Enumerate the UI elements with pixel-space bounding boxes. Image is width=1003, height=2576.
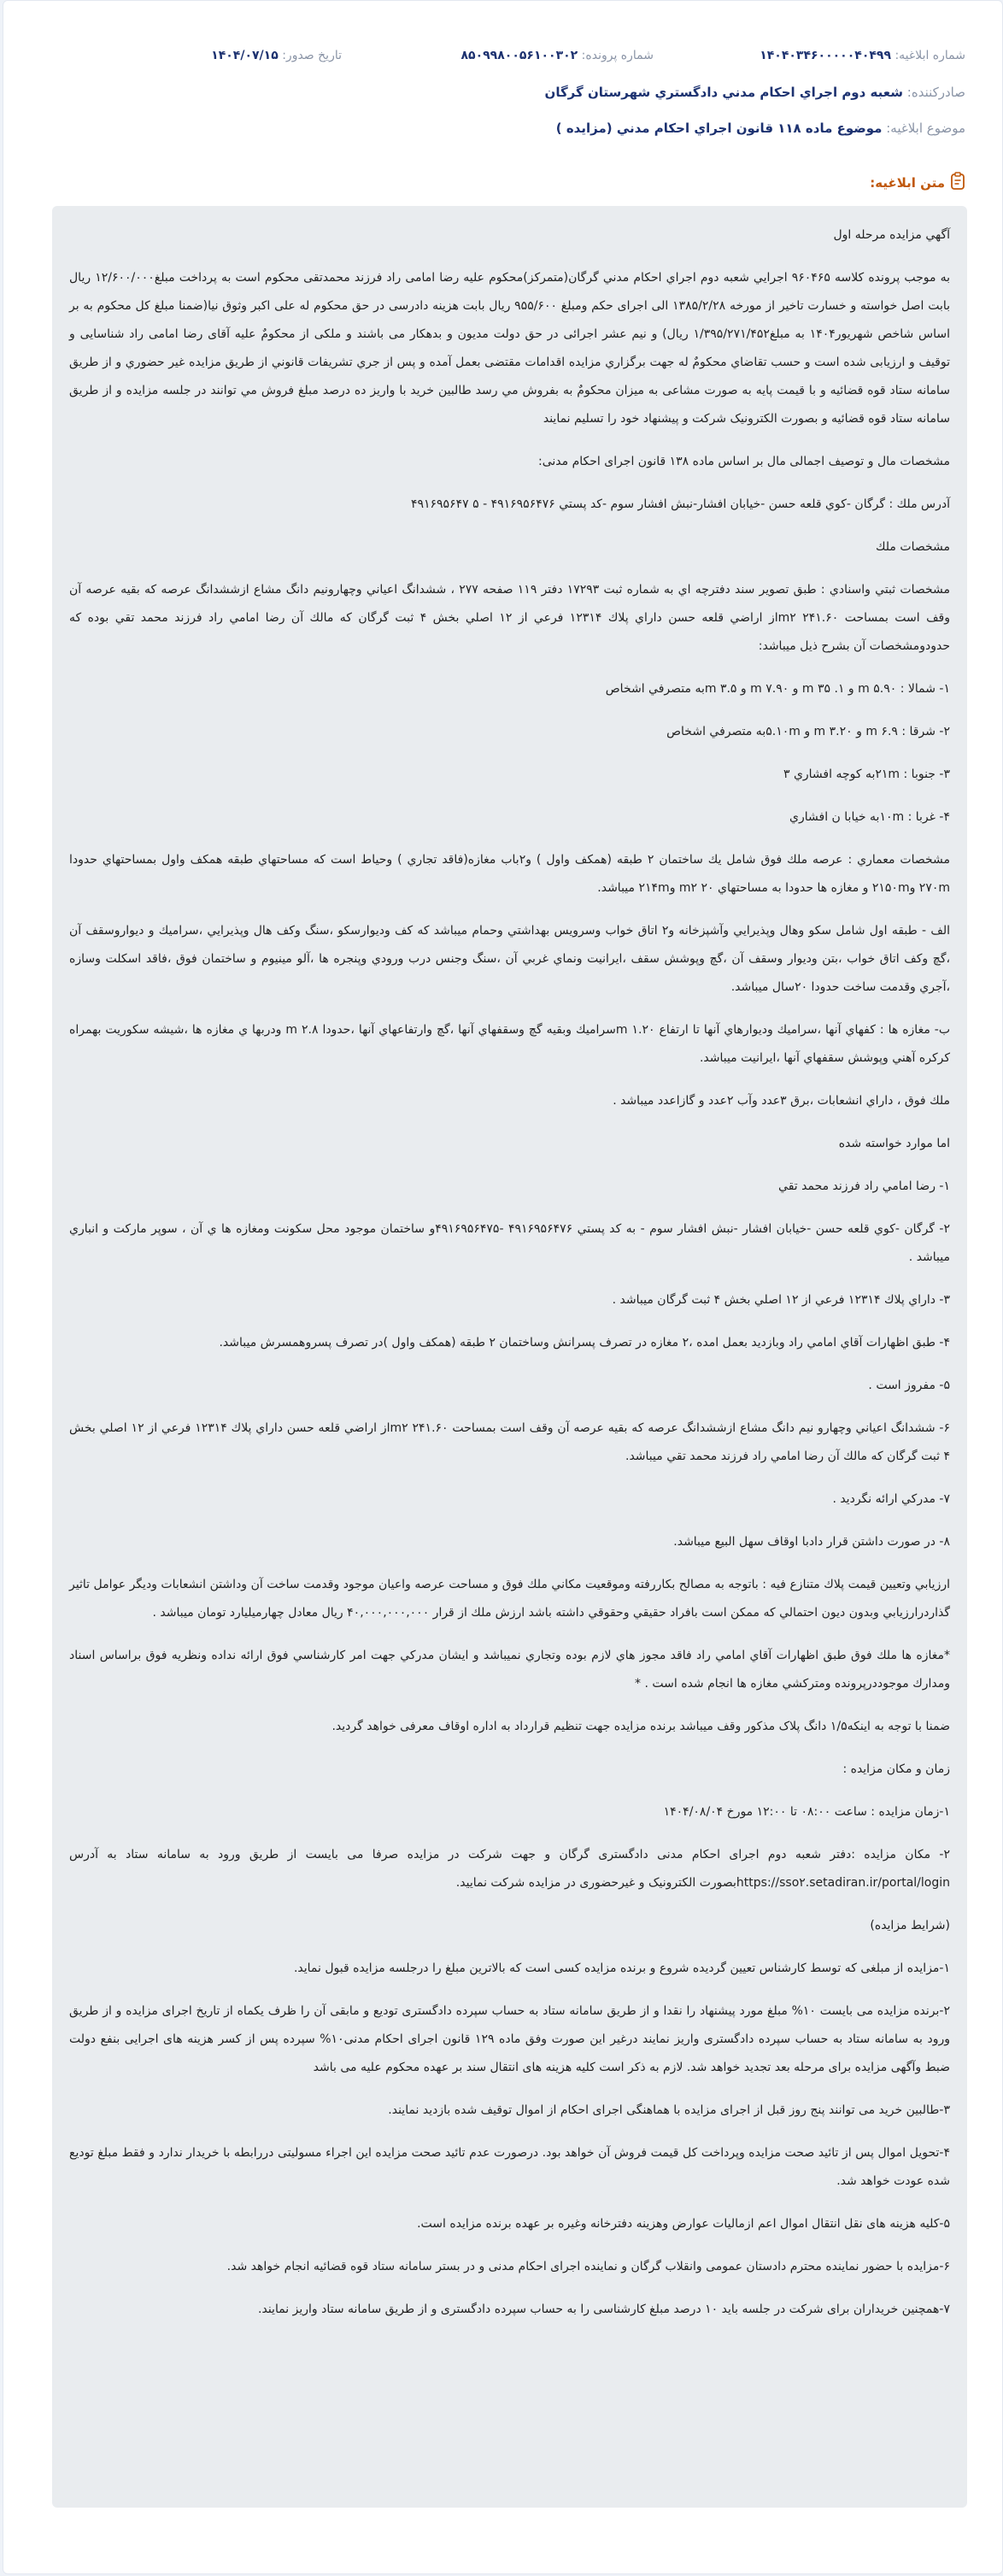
notice-paragraph: مشخصات ملك	[876, 540, 950, 554]
notice-paragraph: (شرايط مزايده)	[870, 1919, 950, 1932]
notice-paragraph: مشخصات معماري : عرصه ملك فوق شامل يك ساختمان ۲ طبقه (همكف واول ) و۲باب مغازه(فاقد تجاري ) وحياط است كه مساحتهاي طبقه همكف واول بمساحتهاي حدودا ۲۷۰m و۲۱۵۰m و مغازه ها حدودا به مساحتهاي ۲۰ m۲ و۲۱۴m ميباشد.	[69, 853, 950, 895]
notice-paragraph: ۱-زمان مزايده : ساعت ۰۸:۰۰ تا ۱۲:۰۰ مورخ ۱۴۰۴/۰۸/۰۴	[663, 1805, 950, 1819]
notice-paragraph: ضمنا با توجه به اینکه۱/۵ دانگ پلاک مذکور وقف میباشد برنده مزایده جهت تنظیم قرارداد به اداره اوقاف معرفی خواهد گردید.	[331, 1720, 950, 1733]
notice-paragraph: ۳- داراي پلاك ۱۲۳۱۴ فرعي از ۱۲ اصلي بخش ۴ ثبت گرگان ميباشد .	[612, 1293, 950, 1307]
notice-paragraph: ۴- طبق اظهارات آقاي امامي راد وبازديد بعمل امده ،۲ مغازه در تصرف پسرانش وساختمان ۲ طبقه (همكف واول )در تصرف پسروهمسرش ميباشد.	[219, 1336, 950, 1350]
subject	[556, 121, 965, 136]
notice-paragraph: ۱- شمالا : ۵.۹۰ m و ۱. ۳۵ m و ۷.۹۰ m و ۳.۵ mبه متصرفي اشخاص	[605, 682, 950, 696]
notice-card	[3, 0, 1003, 2574]
notice-text-title: متن ابلاغیه:	[870, 175, 945, 191]
notice-number-label: شماره ابلاغیه:	[894, 49, 965, 62]
document-icon	[950, 172, 965, 194]
notice-paragraph: به موجب پرونده كلاسه ۹۶۰۴۶۵ اجرايي شعبه دوم اجراي احكام مدني گرگان(متمركز)محكوم عليه رضا امامی راد فرزند محمدتقی محكوم است به پرداخت مبلغ۱۲/۶۰۰/۰۰۰ ریال بابت اصل خواسته و خسارت تاخیر از مورخه ۱۳۸۵/۲/۲۸ الی اجرای حکم ومبلغ ۹۵۵/۶۰۰ ریال بابت هزینه دادرسی در حق محکوم له علی اکبر وثوق نیا(ضمنا مبلغ کل محکوم به بر اساس شاخص شهریور۱۴۰۴ به مبلغ۱/۳۹۵/۲۷۱/۴۵۲ ریال) و نیم عشر اجرائی در حق دولت مدیون و بدهکار می باشند و ملکی از محکومٌ علیه آقای رضا امامی راد شناسایی و توقیف و ارزیابی شده است و حسب تقاضاي محكومٌ له جهت برگزاري مزايده اقدامات مقتضی بعمل آمده و پس از جري تشريفات قانوني از طريق مزايده غير حضوري و از طريق سامانه ستاد قوه قضائيه و با قيمت پايه به صورت مشاعی به ميزان محكومٌ به بفروش مي رسد طالبين خريد با واريز ده درصد مبلغ فروش مي توانند در جلسه مزايده و از طريق سامانه ستاد قوه قضائيه و بصورت الكترونيک شركت و پيشنهاد خود را تسليم نمايند	[69, 271, 951, 426]
notice-meta-row	[3, 49, 965, 71]
notice-paragraph: ۵-کلیه هزینه های نقل انتقال اموال اعم ازمالیات عوارض وهزینه دفترخانه وغیره بر عهده برنده مزایده است.	[417, 2217, 950, 2231]
notice-paragraph: ۶-مزایده با حضور نماینده محترم دادستان عمومی وانقلاب گرگان و نماینده اجرای احکام مدنی و در بستر سامانه ستاد قوه قضائیه انجام خواهد شد.	[226, 2260, 950, 2273]
notice-paragraph: ۲-برنده مزایده می بایست ۱۰% مبلغ مورد پیشنهاد را نقدا و از طریق سامانه ستاد به حساب سپرده دادگستری تودیع و مابقی آن را ظرف یکماه از تاریخ اجرای مزایده و از طریق ورود به سامانه ستاد به حساب سپرده دادگستری واریز نمایند درغیر این صورت وفق ماده ۱۲۹ قانون اجرای احکام مدنی۱۰% سپرده پس از کسر هزینه های اجرایی بنفع دولت ضبط وآگهی مزایده برای مرحله بعد تجدید خواهد شد. لازم به ذکر است کلیه هزینه های انتقال سند بر عهده محکوم علیه می باشد	[69, 2004, 950, 2074]
notice-paragraph: ب- مغازه ها : كفهاي آنها ،سراميك وديوارهاي آنها تا ارتفاع ۱.۲۰ mسراميك وبقيه گچ وسقفهاي آنها ،گچ وارتفاعهاي آنها ،حدودا ۲.۸ m ودربها ي مغازه ها ،شيشه سكوريت بهمراه كركره آهني وپوشش سقفهاي آنها ،ايرانيت ميباشد.	[69, 1023, 951, 1065]
notice-paragraph: آدرس ملك : گرگان -كوي قلعه حسن -خيابان افشار-نبش افشار سوم -كد پستي ۴۹۱۶۹۵۶۴۷۶ - ۵ ۴۹۱۶۹۵۶۴۷	[410, 497, 950, 511]
issue-date-label: تاریخ صدور:	[282, 49, 342, 62]
notice-paragraph: ۶- ششدانگ اعياني وچهارو نيم دانگ مشاع ازششدانگ عرصه كه بقيه عرصه آن وقف است بمساحت ۲۴۱.۶۰ m۲از اراضي قلعه حسن داراي پلاك ۱۲۳۱۴ فرعي از ۱۲ اصلي بخش ۴ ثبت گرگان كه مالك آن رضا امامي راد فرزند محمد تقي ميباشد.	[69, 1421, 950, 1463]
notice-paragraph: زمان و مكان مزايده :	[842, 1762, 950, 1776]
notice-paragraph: ۷- مدركي ارائه نگرديد .	[832, 1492, 950, 1506]
notice-paragraph: ۲- شرقا : ۶.۹ m و ۳.۲۰ m و ۵.۱۰mبه متصرفي اشخاص	[666, 725, 950, 738]
notice-paragraph: ۴- غربا : ۱۰mبه خيابا ن افشاري	[789, 810, 950, 824]
notice-number	[654, 49, 965, 71]
notice-paragraph: مشخصات مال و توصیف اجمالی مال بر اساس ماده ۱۳۸ قانون اجرای احکام مدنی:	[538, 455, 950, 468]
sender-label: صادرکننده:	[906, 85, 965, 100]
notice-paragraph: الف - طبقه اول شامل سكو وهال وپذيرايي وآشپزخانه و۲ اتاق خواب وسرويس بهداشتي وحمام ميباشد كه كف وديوارسكو ،سنگ وكف هال وپذيرايي ،سراميك و ديواروسقف آن ،گچ وكف اتاق خواب ،بتن وديوار وسقف آن ،گچ وپوشش سقف ،ايرانيت ونماي غربي آن ،سنگ وجنس درب ورودي وپنجره ها ،آلو مينيوم و ساختمان فوق ،فاقد اسكلت وسازه ،آجري وقدمت ساخت حدودا ۲۰سال ميباشد.	[69, 924, 950, 994]
notice-paragraph: ۲- مکان مزایده :دفتر شعبه دوم اجرای احکام مدنی دادگستری گرگان و جهت شرکت در مزایده صرفا می بایست از طریق ورود به سامانه ستاد به آدرس https://sso۲.setadiran.ir/portal/loginبصورت الکترونیک و غیرحضوری در مزایده شرکت نمایید.	[69, 1848, 950, 1890]
notice-paragraph: ۸- در صورت داشتن قرار دادبا اوقاف سهل البيع ميباشد.	[673, 1535, 950, 1549]
sender	[545, 85, 965, 100]
case-number	[342, 49, 654, 71]
issue-date	[30, 49, 342, 71]
notice-paragraph: ۳-طالبین خرید می توانند پنج روز قبل از اجرای مزایده با هماهنگی اجرای احکام از اموال توقیف شده بازدید نمایند.	[388, 2103, 950, 2117]
notice-paragraph: ۳- جنوبا : ۲۱mبه كوچه افشاري ۳	[783, 768, 950, 781]
notice-paragraph: اما موارد خواسته شده	[838, 1137, 950, 1150]
notice-paragraph: ۵- مفروز است .	[868, 1379, 950, 1392]
notice-paragraph: ۱- رضا امامي راد فرزند محمد تقي	[778, 1179, 950, 1193]
notice-body	[52, 206, 967, 2508]
notice-paragraph: ارزيابي وتعيين قيمت پلاك متنازع فيه : باتوجه به مصالح بكاررفته وموقعيت مكاني ملك فوق و مساحت عرصه واعيان موجود وقدمت ساخت آن وداشتن انشعابات وديگر عوامل تاثير گذاردرارزيابي وبدون ديون احتمالي كه ممكن است بافراد حقيقي وحقوقي داشته باشد ارزش ملك از قرار ۴۰,۰۰۰,۰۰۰,۰۰۰ ريال معادل چهارميليارد تومان ميباشد .	[69, 1578, 950, 1620]
case-number-value: ۸۵۰۹۹۸۰۰۵۶۱۰۰۳۰۲	[460, 49, 578, 62]
subject-label: موضوع ابلاغیه:	[886, 121, 965, 136]
notice-paragraph: ۱-مزایده از مبلغی که توسط کارشناس تعیین گردیده شروع و برنده مزایده کسی است که بالاترین مبلغ را درجلسه مزایده قبول نماید.	[293, 1961, 950, 1975]
issue-date-value: ۱۴۰۴/۰۷/۱۵	[211, 49, 279, 62]
notice-paragraph: ۴-تحویل اموال پس از تائید صحت مزایده وپرداخت کل قیمت فروش آن خواهد بود. درصورت عدم تائید صحت مزایده این اجراء مسولیتی دررابطه با خریدار ندارد و فقط مبلغ تودیع شده عودت خواهد شد.	[69, 2146, 950, 2188]
subject-value: موضوع ماده ۱۱۸ قانون اجراي احكام مدني (مزايده )	[555, 121, 883, 136]
notice-paragraph: ملك فوق ، داراي انشعابات ،برق ۳عدد وآب ۲عدد و گازاعدد ميباشد .	[613, 1094, 950, 1108]
notice-paragraph: *مغازه ها ملك فوق طبق اظهارات آقاي امامي راد فاقد مجوز هاي لازم بوده وتجاري نميباشد و ايشان مدركي جهت امر كارشناسي فوق ارائه نداده ونظريه فوق براساس اسناد ومدارك موجوددرپرونده ومتركشي مغازه ها انجام شده است . *	[69, 1649, 950, 1691]
notice-paragraph: مشخصات ثبتي واسنادي : طبق تصوير سند دفترچه اي به شماره ثبت ۱۷۲۹۳ دفتر ۱۱۹ صفحه ۲۷۷ ، ششدانگ اعياني وچهارونيم دانگ مشاع ازششدانگ عرصه كه بقيه عرصه آن وقف است بمساحت ۲۴۱.۶۰ m۲از اراضي قلعه حسن داراي پلاك ۱۲۳۱۴ فرعي از ۱۲ اصلي بخش ۴ ثبت گرگان كه مالك آن رضا امامي راد فرزند محمد تقي بوده كه حدودومشخصات آن بشرح ذيل ميباشد:	[69, 583, 951, 653]
notice-text-heading	[870, 172, 965, 194]
notice-paragraph: ۲- گرگان -كوي قلعه حسن -خيابان افشار -نبش افشار سوم - به كد پستي ۴۹۱۶۹۵۶۴۷۶ -۴۹۱۶۹۵۶۴۷۵و ساختمان موجود محل سكونت ومغازه ها ي آن ، سوپر ماركت و انباري ميباشد .	[69, 1222, 950, 1264]
notice-paragraph: آگهي مزايده مرحله اول	[833, 228, 950, 242]
notice-paragraph: ۷-همچنین خریداران برای شرکت در جلسه باید ۱۰ درصد مبلغ کارشناسی را به حساب سپرده دادگستری و از طریق سامانه ستاد واریز نمایند.	[258, 2303, 950, 2316]
sender-value: شعبه دوم اجراي احكام مدني دادگستري شهرستان گرگان	[544, 85, 903, 100]
case-number-label: شماره پرونده:	[581, 49, 654, 62]
notice-number-value: ۱۴۰۴۰۳۴۶۰۰۰۰۰۴۰۴۹۹	[760, 49, 891, 62]
